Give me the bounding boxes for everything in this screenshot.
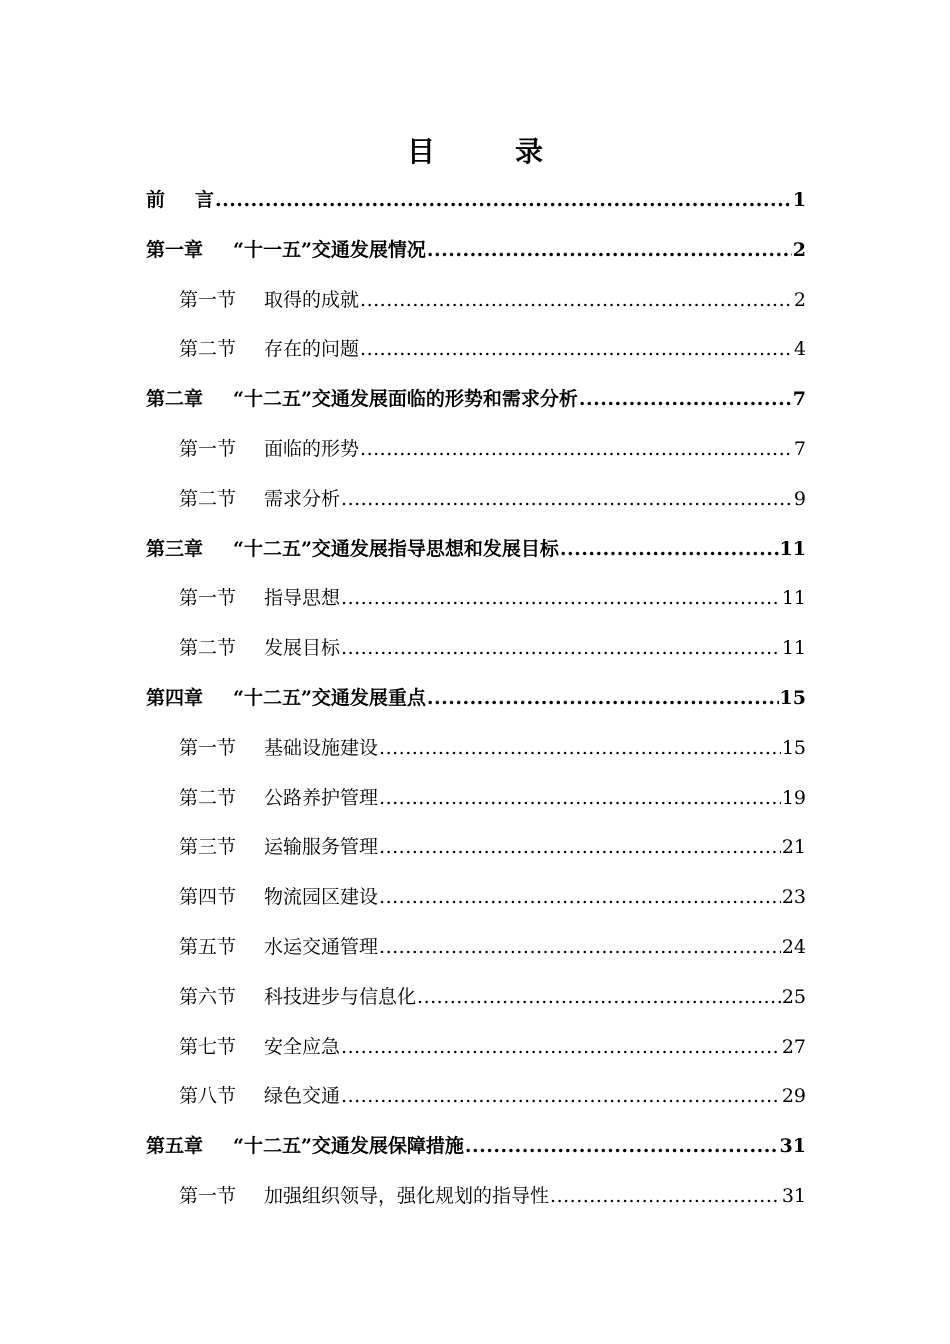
toc-page-number: 9 [793, 487, 806, 510]
toc-section-entry[interactable] [146, 1174, 806, 1224]
toc-page-number: 27 [781, 1035, 806, 1058]
toc-page-number: 15 [779, 686, 806, 709]
toc-section-entry[interactable] [146, 626, 806, 676]
toc-entry-title [179, 1025, 340, 1069]
toc-entry-number: 第一节 [179, 736, 237, 759]
toc-entry-number: 第二节 [179, 637, 237, 660]
toc-dot-leader [215, 178, 792, 222]
toc-page-number: 29 [781, 1085, 806, 1108]
toc-entry-text: 需求分析 [264, 487, 341, 510]
toc-page-number: 23 [781, 886, 806, 909]
toc-dot-leader [379, 776, 781, 820]
toc-dot-leader [379, 925, 781, 969]
toc-entry-title [179, 576, 340, 620]
toc-page-number: 15 [781, 736, 806, 759]
toc-entry-title [179, 477, 340, 521]
toc-page-number: 24 [781, 935, 806, 958]
toc-entry-text: “十二五”交通发展重点 [233, 686, 426, 709]
toc-chapter-entry[interactable] [146, 377, 806, 427]
toc-entry-number: 第二节 [179, 338, 237, 361]
toc-entry-title [179, 975, 416, 1019]
toc-section-entry[interactable] [146, 925, 806, 975]
toc-entry-number: 第五节 [179, 935, 237, 958]
toc-section-entry[interactable] [146, 278, 806, 328]
toc-entry-number: 第四节 [179, 886, 237, 909]
toc-section-entry[interactable] [146, 1074, 806, 1124]
toc-entry-number: 第一节 [179, 1184, 237, 1207]
toc-entry-title [179, 327, 359, 371]
toc-entry-title [179, 776, 378, 820]
toc-entry-text: 物流园区建设 [264, 886, 379, 909]
toc-page-number: 4 [793, 338, 806, 361]
toc-entry-text: 面临的形势 [264, 437, 360, 460]
table-of-contents [146, 178, 806, 1224]
toc-dot-leader [360, 427, 793, 471]
toc-entry-title [179, 825, 378, 869]
toc-page-number: 19 [781, 786, 806, 809]
toc-dot-leader [360, 327, 793, 371]
toc-entry-number: 第五章 [146, 1135, 204, 1158]
toc-dot-leader [560, 527, 779, 571]
toc-entry-number: 第八节 [179, 1085, 237, 1108]
page-title: 目 录 [406, 135, 569, 168]
toc-section-entry[interactable] [146, 825, 806, 875]
toc-dot-leader [579, 377, 792, 421]
toc-page-number: 7 [792, 388, 806, 411]
toc-chapter-entry[interactable] [146, 178, 806, 228]
toc-entry-title [146, 178, 214, 222]
toc-section-entry[interactable] [146, 875, 806, 925]
toc-entry-number: 第一章 [146, 238, 204, 261]
toc-dot-leader [341, 1025, 781, 1069]
toc-entry-title [179, 1074, 340, 1118]
toc-dot-leader [360, 278, 793, 322]
toc-entry-number: 第三章 [146, 537, 204, 560]
toc-page-number: 11 [779, 537, 806, 560]
toc-entry-number: 第一节 [179, 587, 237, 610]
toc-page-number: 25 [781, 985, 806, 1008]
toc-page-number: 7 [793, 437, 806, 460]
toc-entry-text: 公路养护管理 [264, 786, 379, 809]
toc-entry-title [179, 626, 340, 670]
toc-entry-number: 第一节 [179, 437, 237, 460]
toc-section-entry[interactable] [146, 477, 806, 527]
toc-entry-title [146, 1124, 464, 1168]
toc-entry-text: 安全应急 [264, 1035, 341, 1058]
toc-entry-title [179, 875, 378, 919]
toc-page-number: 2 [792, 238, 806, 261]
toc-entry-number: 第三节 [179, 836, 237, 859]
toc-dot-leader [427, 676, 779, 720]
toc-entry-title [179, 278, 359, 322]
toc-page-number: 31 [781, 1184, 806, 1207]
toc-dot-leader [465, 1124, 779, 1168]
toc-dot-leader [379, 726, 781, 770]
toc-dot-leader [379, 875, 781, 919]
toc-entry-number: 第四章 [146, 686, 204, 709]
toc-chapter-entry[interactable] [146, 1124, 806, 1174]
toc-entry-number: 第二节 [179, 487, 237, 510]
toc-entry-text: 科技进步与信息化 [264, 985, 417, 1008]
toc-dot-leader [427, 228, 792, 272]
toc-dot-leader [550, 1174, 781, 1218]
toc-entry-text: “十二五”交通发展指导思想和发展目标 [233, 537, 559, 560]
toc-page-number: 31 [779, 1135, 806, 1158]
toc-section-entry[interactable] [146, 576, 806, 626]
toc-page-number: 21 [781, 836, 806, 859]
toc-dot-leader [341, 626, 781, 670]
toc-entry-number: 第二章 [146, 388, 204, 411]
toc-entry-text: 指导思想 [264, 587, 341, 610]
toc-section-entry[interactable] [146, 776, 806, 826]
toc-entry-title [179, 1174, 549, 1218]
toc-entry-title [179, 726, 378, 770]
toc-dot-leader [341, 477, 793, 521]
toc-chapter-entry[interactable] [146, 228, 806, 278]
toc-entry-title [146, 676, 426, 720]
toc-entry-text: “十一五”交通发展情况 [233, 238, 426, 261]
toc-entry-text: 存在的问题 [264, 338, 360, 361]
toc-dot-leader [341, 1074, 781, 1118]
toc-entry-number: 第六节 [179, 985, 237, 1008]
toc-entry-text: 基础设施建设 [264, 736, 379, 759]
toc-section-entry[interactable] [146, 427, 806, 477]
toc-entry-text: 水运交通管理 [264, 935, 379, 958]
toc-entry-text: 运输服务管理 [264, 836, 379, 859]
toc-entry-title [146, 377, 578, 421]
toc-page-number: 11 [781, 637, 806, 660]
toc-entry-text: 发展目标 [264, 637, 341, 660]
toc-entry-title [179, 427, 359, 471]
toc-dot-leader [341, 576, 781, 620]
toc-chapter-entry[interactable] [146, 527, 806, 577]
toc-dot-leader [417, 975, 781, 1019]
toc-entry-number: 第一节 [179, 288, 237, 311]
toc-entry-number: 第二节 [179, 786, 237, 809]
toc-entry-text: 取得的成就 [264, 288, 360, 311]
toc-entry-text: 加强组织领导，强化规划的指导性 [264, 1184, 550, 1207]
toc-entry-title [146, 228, 426, 272]
toc-entry-text: 绿色交通 [264, 1085, 341, 1108]
toc-entry-text: 言 [195, 189, 215, 211]
toc-entry-number: 第七节 [179, 1035, 237, 1058]
toc-entry-text: “十二五”交通发展面临的形势和需求分析 [233, 388, 578, 411]
toc-entry-title [146, 527, 559, 571]
toc-entry-text: “十二五”交通发展保障措施 [233, 1135, 464, 1158]
toc-entry-title [179, 925, 378, 969]
toc-section-entry[interactable] [146, 327, 806, 377]
toc-entry-number: 前 [146, 189, 166, 211]
toc-section-entry[interactable] [146, 975, 806, 1025]
toc-page-number: 1 [792, 189, 806, 211]
toc-section-entry[interactable] [146, 1025, 806, 1075]
toc-dot-leader [379, 825, 781, 869]
toc-page-number: 2 [793, 288, 806, 311]
toc-section-entry[interactable] [146, 726, 806, 776]
toc-chapter-entry[interactable] [146, 676, 806, 726]
toc-page-number: 11 [781, 587, 806, 610]
